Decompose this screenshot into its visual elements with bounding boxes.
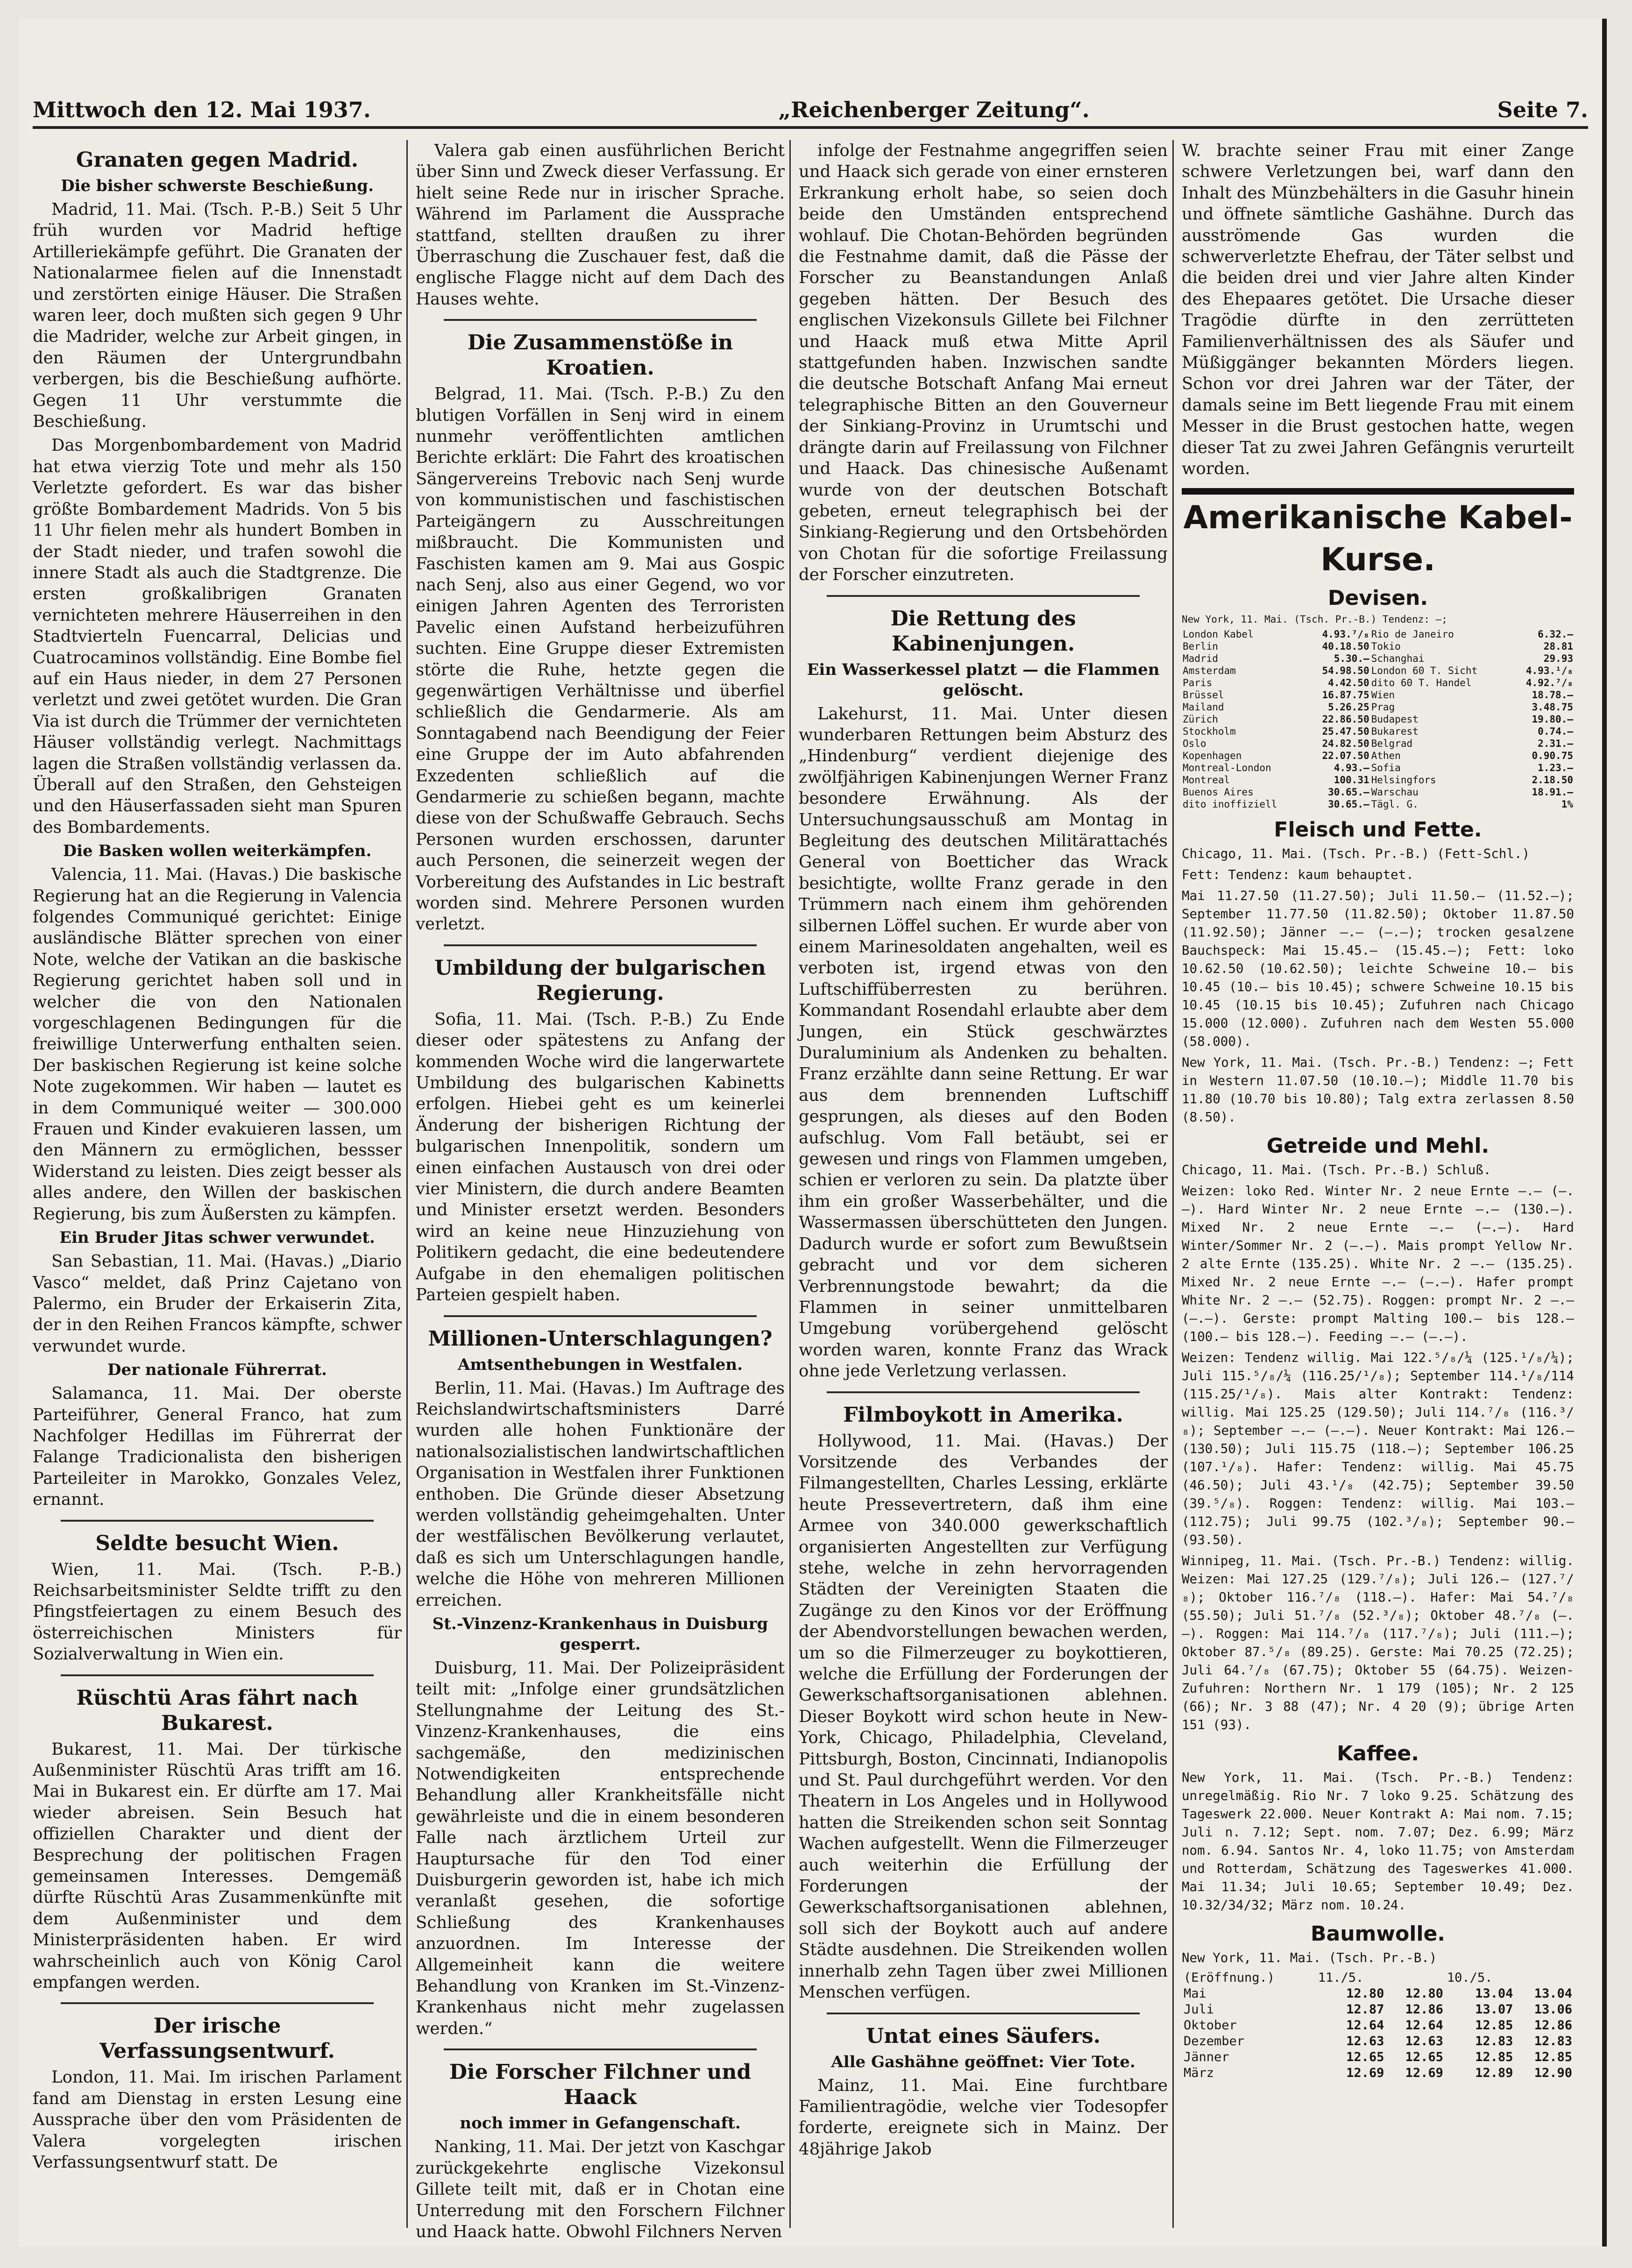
- fleisch-section: [1182, 845, 1574, 1127]
- currency-label: Buenos Aires: [1183, 786, 1254, 798]
- article-paragraph: Lakehurst, 11. Mai. Unter diesen wunderbaren Rettungen beim Absturz des „Hindenburg“ verdient diejenige des zwölfjährigen Kabinenjungen Werner Franz besondere Erwähnung. Als der Untersuchungsausschuß am Montag in Begleitung des deutschen Militärattachés General von Boetticher das Wrack besichtigte, wollte Franz gerade in den Trümmern nach einem ihm gehörenden silbernen Löffel suchen. Er wurde aber von einem Marinesoldaten angehalten, weil es verboten ist, irgend etwas von den Luftschiffüberresten zu berühren. Kommandant Rosendahl erlaubte aber dem Jungen, ein Stück geschwärztes Duraluminium als Andenken zu behalten. Franz erzählte dann seine Rettung. Er war aus dem brennenden Luftschiff gesprungen, als dieses auf den Boden aufschlug. Vom Fall betäubt, sei er gewesen und rings von Flammen umgeben, schien er verloren zu sein. Da platzte über ihm ein großer Wasserbehälter, und die Wassermassen überschütteten den Jungen. Dadurch wurde er sofort zum Bewußtsein gebracht und vor dem sicheren Verbrennungstode bewahrt; da die Flammen in seiner unmittelbaren Umgebung vorübergehend gelöscht worden waren, konnte Franz das Wrack ohne jede Verletzung verlassen.: [799, 704, 1168, 1381]
- market-title: Amerikanische Kabel-: [1183, 499, 1573, 536]
- rate-value: 3.48.75: [1532, 701, 1573, 713]
- month-label: Oktober: [1184, 2018, 1237, 2033]
- devisen-dateline: New York, 11. Mai. (Tsch. Pr.-B.) Tendenz: —;: [1182, 613, 1448, 625]
- column-header: 10./5.: [1447, 1970, 1493, 1985]
- column-rule: [406, 140, 408, 2228]
- rate-value: 16.87.75: [1322, 689, 1369, 701]
- price-value: 12.90: [1534, 2065, 1572, 2080]
- market-report: Weizen: loko Red. Winter Nr. 2 neue Ernte —.— (—.—). Hard Winter Nr. 2 neue Ernte —.— (130.—). Mixed Nr. 2 neue Ernte —.— (—.—). Hard Winter/Sommer Nr. 2 (—.—). Mais prompt Yellow Nr. 2 alte Ernte (135.25). White Nr. 2 —.— (135.25). Mixed Nr. 2 neue Ernte —.— (—.—). Hafer prompt White Nr. 2 —.— (52.75). Roggen: prompt Nr. 2 —.— (—.—). Gerste: prompt Malting 100.— bis 128.— (100.— bis 128.—). Feeding —.— (—.—).: [1182, 1183, 1574, 1344]
- rate-value: 18.78.—: [1532, 689, 1573, 701]
- price-value: 12.65: [1346, 2049, 1384, 2064]
- market-report: Weizen: Tendenz willig. Mai 122.⁵/₈/¼ (125.¹/₈/¼); Juli 115.⁵/₈/¼ (116.25/¹/₈); September 114.¹/₈/114 (115.25/¹/₈). Mais alter Kontrakt: Tendenz: willig. Mai 125.25 (129.50); Juli 114.⁷/₈ (116.³/₈); September —.— (—.—). Neuer Kontrakt: Mai 126.— (130.50); Juli 115.75 (118.—); September 106.25 (107.¹/₈). Hafer: Tendenz: willig. Mai 45.75 (46.50); Juli 43.¹/₈ (42.75); September 39.50 (39.⁵/₈). Roggen: Tendenz: willig. Mai 103.— (112.75); Juli 99.75 (102.³/₈); September 90.— (93.50).: [1182, 1350, 1574, 1547]
- price-value: 12.85: [1475, 2018, 1513, 2033]
- devisen-row: [1182, 725, 1574, 737]
- rate-value: 2.18.50: [1532, 774, 1573, 786]
- article-subheadline: Der nationale Führerrat.: [107, 1361, 327, 1380]
- currency-label: Wien: [1371, 689, 1395, 701]
- article-paragraph: Wien, 11. Mai. (Tsch. P.-B.) Reichsarbeitsminister Seldte trifft zu den Pfingstfeiertagen zu einem Besuch des österreichischen Ministers für Sozialverwaltung in Wien ein.: [33, 1559, 402, 1664]
- market-report: New York, 11. Mai. (Tsch. Pr.-B.) Tendenz: unregelmäßig. Rio Nr. 7 loko 9.25. Schätzung des Tageswerk 22.000. Neuer Kontrakt A: Mai nom. 7.15; Juli n. 7.12; Sept. nom. 7.07; Dez. 6.99; März nom. 6.94. Santos Nr. 4, loko 11.75; von Amsterdam und Rotterdam, Schätzung des Tageswerkes 41.000. Mai 11.34; Juli 10.65; September 10.49; Dez. 10.32/34/32; März nom. 10.24.: [1182, 1770, 1574, 1913]
- currency-label: Madrid: [1183, 652, 1218, 664]
- article-headline: Untat eines Säufers.: [866, 2024, 1101, 2048]
- currency-label: Stockholm: [1183, 725, 1236, 737]
- price-value: 13.04: [1534, 1986, 1572, 2001]
- article-subheadline: Die Basken wollen weiterkämpfen.: [63, 842, 372, 861]
- rate-value: 4.93.¹/₈: [1526, 665, 1573, 676]
- article-paragraph: Valera gab einen ausführlichen Bericht über Sinn und Zweck dieser Verfassung. Er hielt seine Rede nur in irischer Sprache. Während im Parlament die Aussprache stattfand, stellten draußen zu ihrer Überraschung die Zuschauer fest, daß die englische Flagge nicht auf dem Dach des Hauses wehte.: [416, 141, 785, 309]
- rate-value: 24.82.50: [1322, 737, 1369, 749]
- article-subheadline: Ein Wasserkessel platzt — die Flammen gelöscht.: [807, 660, 1160, 700]
- market-report: Chicago, 11. Mai. (Tsch. Pr.-B.) Schluß.: [1182, 1162, 1491, 1177]
- currency-label: London Kabel: [1183, 628, 1254, 640]
- currency-label: Warschau: [1371, 786, 1419, 798]
- price-value: 12.85: [1534, 2049, 1572, 2064]
- currency-label: Mailand: [1183, 701, 1224, 713]
- rate-value: 22.86.50: [1322, 713, 1369, 725]
- article-text: W. brachte seiner Frau mit einer Zange schwere Verletzungen bei, warf dann den Inhalt des Münzbehälters in die Gasuhr hinein und öffnete sämtliche Gashähne. Durch das ausströmende Gas wurden die schwerverletzte Ehefrau, der Täter selbst und die beiden drei und vier Jahre alten Kinder des Ehepaares getötet. Die Ursache dieser Tragödie dürfte in den zerrütteten Familienverhältnissen des als Säufer und Müßiggänger bekannten Mörders liegen. Schon vor drei Jahren war der Täter, der damals seine im Bett liegende Frau mit einem Messer in die Brust gestochen hatte, wegen dieser Tat zu zwei Jahren Gefängnis verurteilt worden.: [1182, 141, 1574, 479]
- column-4: [1182, 140, 1574, 2228]
- article-subheadline: Ein Bruder Jitas schwer verwundet.: [59, 1228, 375, 1247]
- devisen-row: [1182, 701, 1574, 713]
- article-divider: [827, 2013, 1140, 2014]
- article-divider: [444, 1315, 757, 1317]
- market-report: Mai 11.27.50 (11.27.50); Juli 11.50.— (11.52.—); September 11.77.50 (11.82.50); Oktober 11.87.50 (11.92.50); Jänner —.— (—.—); trocken gesalzene Bauchspeck: Mai 15.45.— (15.45.—); Fett: loko 10.62.50 (10.62.50); leichte Schweine 10.— bis 10.45 (10.— bis 10.45); schwere Schweine 10.15 bis 10.45 (10.15 bis 10.45); Zufuhren nach Chicago 15.000 (12.000). Zufuhren nach dem Westen 55.000 (58.000).: [1182, 888, 1574, 1049]
- baumwolle-dateline: New York, 11. Mai. (Tsch. Pr.-B.): [1182, 1950, 1437, 1965]
- devisen-row: [1182, 713, 1574, 725]
- article-headline: Die Forscher Filchner und Haack: [449, 2060, 752, 2110]
- rate-value: 4.93.⁷/₈: [1322, 628, 1369, 640]
- column-header: [1386, 1970, 1445, 1986]
- rate-value: 28.81: [1543, 640, 1573, 652]
- masthead: [33, 89, 1588, 129]
- rate-value: 30.65.—: [1328, 798, 1369, 810]
- article-subheadline: noch immer in Gefangenschaft.: [460, 2114, 741, 2133]
- article-paragraph: San Sebastian, 11. Mai. (Havas.) „Diario Vasco“ meldet, daß Prinz Cajetano von Palermo, ein Bruder der Erkaiserin Zita, der in den Reihen Francos kämpfte, schwer verwundet wurde.: [33, 1252, 402, 1356]
- baumwolle-row: [1182, 2002, 1574, 2018]
- article-paragraph: Berlin, 11. Mai. (Havas.) Im Auftrage des Reichslandwirtschaftsministers Darré wurden alle hohen Funktionäre der nationalsozialistischen landwirtschaftlichen Organisation in Westfalen ihrer Funktionen enthoben. Die Gründe dieser Absetzung werden vollständig geheimgehalten. Unter der westfälischen Bevölkerung verlautet, daß es sich um Unterschlagungen handle, welche die Höhe von mehreren Millionen erreichen.: [416, 1378, 785, 1610]
- column-header: (Eröffnung.): [1184, 1970, 1275, 1985]
- currency-label: Paris: [1183, 677, 1213, 688]
- rate-value: 4.92.⁷/₈: [1526, 677, 1573, 688]
- article-paragraph: Nanking, 11. Mai. Der jetzt von Kaschgar zurückgekehrte englische Vizekonsul Gillete teilt mit, daß er in Chotan eine Unterredung mit den Forschern Filchner und Haack hatte. Obwohl Filchners Nerven: [416, 2137, 785, 2241]
- currency-label: dito 60 T. Handel: [1371, 677, 1472, 688]
- price-value: 12.80: [1346, 1986, 1384, 2001]
- rate-value: 4.42.50: [1328, 677, 1369, 688]
- rate-value: 19.80.—: [1532, 713, 1573, 725]
- devisen-heading: Devisen.: [1327, 586, 1428, 610]
- article-divider: [61, 2002, 374, 2004]
- month-label: Juli: [1184, 2002, 1214, 2017]
- price-value: 12.69: [1346, 2065, 1384, 2080]
- baumwolle-row: [1182, 2034, 1574, 2049]
- devisen-table: [1182, 628, 1574, 810]
- rate-value: 54.98.50: [1322, 665, 1369, 676]
- baumwolle-heading: Baumwolle.: [1311, 1921, 1445, 1946]
- section-rule: [1182, 488, 1574, 495]
- devisen-row: [1182, 798, 1574, 810]
- devisen-row: [1182, 762, 1574, 774]
- baumwolle-row: [1182, 2065, 1574, 2081]
- article-subheadline: St.-Vinzenz-Krankenhaus in Duisburg gesperrt.: [432, 1614, 768, 1654]
- devisen-row: [1182, 737, 1574, 750]
- article-headline: Rüschtü Aras fährt nach Bukarest.: [76, 1686, 358, 1735]
- devisen-row: [1182, 640, 1574, 652]
- devisen-row: [1182, 689, 1574, 701]
- newspaper-title: „Reichenberger Zeitung“.: [778, 97, 1090, 122]
- article-divider: [827, 1391, 1140, 1393]
- month-label: Dezember: [1184, 2034, 1245, 2048]
- price-value: 12.64: [1405, 2018, 1443, 2033]
- rate-value: 6.32.—: [1538, 628, 1573, 640]
- devisen-row: [1182, 750, 1574, 762]
- currency-label: Berlin: [1183, 640, 1218, 652]
- currency-label: Sofia: [1371, 762, 1401, 773]
- rate-value: 0.74.—: [1538, 725, 1573, 737]
- baumwolle-table: [1182, 1970, 1574, 2081]
- column-rule: [1172, 140, 1174, 2228]
- article-paragraph: Madrid, 11. Mai. (Tsch. P.-B.) Seit 5 Uhr früh wurden vor Madrid heftige Artilleriekämpfe geführt. Die Granaten der Nationalarmee fielen auf die Innenstadt und zerstörten einige Häuser. Die Straßen waren leer, doch mußten sich gegen 9 Uhr die Madrider, welche zur Arbeit gingen, in den Räumen der Untergrundbahn verbergen, bis die Beschießung aufhörte. Gegen 11 Uhr verstummte die Beschießung.: [33, 200, 402, 432]
- price-value: 12.83: [1475, 2034, 1513, 2048]
- newspaper-page: [19, 19, 1607, 2247]
- market-report: Winnipeg, 11. Mai. (Tsch. Pr.-B.) Tendenz: willig. Weizen: Mai 127.25 (129.⁷/₈); Juli 126.— (127.⁷/₈); Oktober 116.⁷/₈ (118.—). Hafer: Mai 54.⁷/₈ (55.50); Juli 51.⁷/₈ (52.³/₈); Oktober 48.⁷/₈ (—.—). Roggen: Mai 114.⁷/₈ (117.⁷/₈); Juli (111.—); Oktober 87.⁵/₈ (89.25). Gerste: Mai 70.25 (72.25); Juli 64.⁷/₈ (67.75); Oktober 55 (64.75). Weizen-Zufuhren: Northern Nr. 1 179 (105); Nr. 2 125 (66); Nr. 3 88 (47); Nr. 4 20 (9); übrige Arten 151 (93).: [1182, 1553, 1574, 1732]
- rate-value: 1.23.—: [1538, 762, 1573, 773]
- article-divider: [444, 2048, 757, 2050]
- column-1: [33, 140, 402, 2228]
- kaffee-heading: Kaffee.: [1337, 1741, 1419, 1765]
- article-subheadline: Die bisher schwerste Beschießung.: [61, 177, 374, 195]
- currency-label: Brüssel: [1183, 689, 1224, 701]
- month-label: Jänner: [1184, 2049, 1229, 2064]
- market-report: Chicago, 11. Mai. (Tsch. Pr.-B.) (Fett-Schl.): [1182, 846, 1530, 861]
- rate-value: 4.93.—: [1334, 762, 1369, 773]
- month-label: Mai: [1184, 1986, 1206, 2001]
- price-value: 12.63: [1405, 2034, 1443, 2048]
- rate-value: 18.91.—: [1532, 786, 1573, 798]
- article-headline: Filmboykott in Amerika.: [843, 1403, 1123, 1427]
- price-value: 12.63: [1346, 2034, 1384, 2048]
- market-report: Fett: Tendenz: kaum behauptet.: [1182, 867, 1414, 882]
- currency-label: Prag: [1371, 701, 1395, 713]
- price-value: 12.87: [1346, 2002, 1384, 2017]
- rate-value: 40.18.50: [1322, 640, 1369, 652]
- rate-value: 5.30.—: [1334, 652, 1369, 664]
- price-value: 12.89: [1475, 2065, 1513, 2080]
- market-title-2: Kurse.: [1320, 541, 1435, 578]
- rate-value: 30.65.—: [1328, 786, 1369, 798]
- currency-label: Amsterdam: [1183, 665, 1236, 676]
- article-subheadline: Alle Gashähne geöffnet: Vier Tote.: [831, 2052, 1135, 2071]
- currency-label: Montreal-London: [1183, 762, 1271, 773]
- article-paragraph: Mainz, 11. Mai. Eine furchtbare Familientragödie, welche vier Todesopfer forderte, ereignete sich in Mainz. Der 48jährige Jakob: [799, 2076, 1168, 2159]
- rate-value: 2.31.—: [1538, 737, 1573, 749]
- article-divider: [444, 944, 757, 946]
- article-paragraph: London, 11. Mai. Im irischen Parlament fand am Dienstag in ersten Lesung eine Aussprache über den vom Präsidenten de Valera vorgelegten irischen Verfassungsentwurf statt. De: [33, 2068, 402, 2172]
- price-value: 13.04: [1475, 1986, 1513, 2001]
- rate-value: 29.93: [1543, 652, 1573, 664]
- article-paragraph: Duisburg, 11. Mai. Der Polizeipräsident teilt mit: „Infolge einer grundsätzlichen Stellungnahme der Leitung des St.-Vinzenz-Krankenhauses, die eins sachgemäße, den medizinischen Notwendigkeiten entsprechende Behandlung aller Krankheitsfälle nicht gewährleiste und die in einem besonderen Falle nach ärztlichem Urteil zur Hauptursache für den Tod einer Duisburgerin geworden ist, habe ich mich veranlaßt gesehen, die sofortige Schließung des Krankenhauses anzuordnen. Im Interesse der Allgemeinheit kann die weitere Behandlung von Kranken im St.-Vinzenz-Krankenhaus nicht mehr zugelassen werden.“: [416, 1658, 785, 2038]
- currency-label: Helsingfors: [1371, 774, 1436, 786]
- market-report: New York, 11. Mai. (Tsch. Pr.-B.) Tendenz: —; Fett in Western 11.07.50 (10.10.—); Middle 11.70 bis 11.80 (10.70 bis 10.80); Talg extra zerlassen 8.50 (8.50).: [1182, 1055, 1574, 1125]
- article-divider: [61, 1674, 374, 1676]
- devisen-row: [1182, 665, 1574, 677]
- article-headline: Millionen-Unterschlagungen?: [428, 1326, 773, 1351]
- article-paragraph: Das Morgenbombardement von Madrid hat etwa vierzig Tote und mehr als 150 Verletzte gefordert. Es war das bisher größte Bombardement Madrids. Von 5 bis 11 Uhr fielen mehr als hundert Bomben in der Stadt nieder, und trafen sowohl die innere Stadt als auch die Stadtgrenze. Die ersten großkalibrigen Granaten vernichteten mehrere Häuserreihen in den Stadtvierteln Fuencarral, Delicias und Cuatrocaminos vollständig. Eine Bombe fiel auf ein Haus nieder, in dem 27 Personen verletzt und zwei getötet wurden. Die Gran Via ist durch die Trümmer der vernichteten Häuser vollständig verlegt. Nachmittags lagen die Straßen vollständig verlassen da. Überall auf den Straßen, den Gehsteigen und den Häuserfassaden sieht man Spuren des Bombardements.: [33, 436, 402, 837]
- price-value: 12.85: [1475, 2049, 1513, 2064]
- price-value: 12.64: [1346, 2018, 1384, 2033]
- article-paragraph: Belgrad, 11. Mai. (Tsch. P.-B.) Zu den blutigen Vorfällen in Senj wird in einem nunmehr veröffentlichten amtlichen Berichte erklärt: Die Fahrt des kroatischen Sängervereins Trebovic nach Senj wurde von kommunistischen und faschistischen Parteigängern zu Ausschreitungen mißbraucht. Die Kommunisten und Faschisten kamen am 9. Mai aus Gospic nach Senj, also aus einer Gegend, wo vor einigen Jahren Agenten des Terroristen Pavelic einen Aufstand herbeizuführen suchten. Eine Gruppe dieser Extremisten störte die Ruhe, hetzte gegen die gegenwärtigen Verhältnisse und überfiel schließlich die Gendarmerie. Als am Sonntagabend nach Beendigung der Feier eine Gruppe der im Auto abfahrenden Exzedenten schließlich auf die Gendarmerie zu schießen begann, machte diese von der Schußwaffe Gebrauch. Sechs Personen wurden erschossen, darunter auch Personen, die seinerzeit wegen der Vorbereitung des Aufstandes in Lic bestraft worden sind. Mehrere Personen wurden verletzt.: [416, 384, 785, 934]
- currency-label: Tokio: [1371, 640, 1401, 652]
- baumwolle-header-row: [1182, 1970, 1574, 1986]
- baumwolle-row: [1182, 2049, 1574, 2065]
- devisen-row: [1182, 774, 1574, 786]
- article-headline: Die Zusammenstöße in Kroatien.: [467, 331, 733, 380]
- fleisch-heading: Fleisch und Fette.: [1274, 817, 1482, 842]
- currency-label: Athen: [1371, 750, 1401, 761]
- price-value: 12.69: [1405, 2065, 1443, 2080]
- rate-value: 22.07.50: [1322, 750, 1369, 761]
- article-paragraph: Salamanca, 11. Mai. Der oberste Parteiführer, General Franco, hat zum Nachfolger Hedillas im Führerrat der Falange Tradicionalista den bisherigen Parteileiter in Marokko, Gonzales Velez, ernannt.: [33, 1384, 402, 1510]
- article-headline: Der irische Verfassungsentwurf.: [99, 2014, 335, 2063]
- column-header: 11./5.: [1318, 1970, 1364, 1985]
- price-value: 12.83: [1534, 2034, 1572, 2048]
- currency-label: Schanghai: [1371, 652, 1425, 664]
- devisen-row: [1182, 677, 1574, 689]
- article-paragraph: infolge der Festnahme angegriffen seien und Haack sich gerade von einer ernsteren Erkrankung erholt habe, so seien doch beide den Umständen entsprechend wohlauf. Die Chotan-Behörden begründen die Festnahme damit, daß die Pässe der Forscher zu Beanstandungen Anlaß gegeben hätten. Der Besuch des englischen Vizekonsuls Gillete bei Filchner und Haack muß etwa Mitte April stattgefunden haben. Inzwischen sandte die deutsche Botschaft Anfang Mai erneut telegraphische Bitten an den Gouverneur der Sinkiang-Provinz in Urumtschi und drängte darin auf Freilassung von Filchner und Haack. Das chinesische Außenamt wurde von der deutschen Botschaft gebeten, erneut telegraphisch bei der Sinkiang-Regierung und den Ortsbehörden von Chotan für die sofortige Freilassung der Forscher einzutreten.: [799, 141, 1168, 585]
- column-3: [799, 140, 1168, 2228]
- price-value: 13.07: [1475, 2002, 1513, 2017]
- article-divider: [444, 319, 757, 321]
- currency-label: Tägl. G.: [1371, 798, 1419, 810]
- article-paragraph: Hollywood, 11. Mai. (Havas.) Der Vorsitzende des Verbandes der Filmangestellten, Charles Lessing, erklärte heute Pressevertretern, daß ihm eine Armee von 340.000 gewerkschaftlich organisierten Angestellten zur Verfügung stehe, welche in zehn hervorragenden Städten der Vereinigten Staaten die Zugänge zu den Kinos vor der Eröffnung der Abendvorstellungen bewachen werden, um so die Filmerzeuger zu boykottieren, welche die Erfüllung der Forderungen der Gewerkschaftsorganisationen ablehnen. Dieser Boykott wird schon heute in New-York, Chicago, Philadelphia, Cleveland, Pittsburgh, Boston, Cincinnati, Indianopolis und St. Paul durchgeführt werden. Vor den Theatern in Los Angeles und in Hollywood hatten die Streikenden schon seit Sonntag Wachen aufgestellt. Wenn die Filmerzeuger auch weiterhin die Erfüllung der Forderungen der Gewerkschaftsorganisationen ablehnen, soll sich der Boykott auch auf andere Städte ausdehnen. Die Streikenden wollen innerhalb zehn Tagen über zwei Millionen Menschen verfügen.: [799, 1431, 1168, 2002]
- currency-label: Belgrad: [1371, 737, 1413, 749]
- baumwolle-row: [1182, 2018, 1574, 2034]
- currency-label: London 60 T. Sicht: [1371, 665, 1478, 676]
- article-divider: [61, 1520, 374, 1522]
- article-headline: Umbildung der bulgarischen Regierung.: [434, 956, 766, 1005]
- price-value: 12.80: [1405, 1986, 1443, 2001]
- price-value: 13.06: [1534, 2002, 1572, 2017]
- devisen-row: [1182, 786, 1574, 798]
- column-2: [416, 140, 785, 2241]
- rate-value: 100.31: [1334, 774, 1369, 786]
- month-label: März: [1184, 2065, 1214, 2080]
- rate-value: 25.47.50: [1322, 725, 1369, 737]
- article-headline: Seldte besucht Wien.: [95, 1531, 339, 1555]
- currency-label: Oslo: [1183, 737, 1206, 749]
- currency-label: Bukarest: [1371, 725, 1419, 737]
- currency-label: Budapest: [1371, 713, 1419, 725]
- rate-value: 1%: [1561, 798, 1573, 810]
- price-value: 12.86: [1534, 2018, 1572, 2033]
- column-header: [1515, 1970, 1574, 1986]
- currency-label: Rio de Janeiro: [1371, 628, 1454, 640]
- page-number: Seite 7.: [1497, 97, 1588, 122]
- price-value: 12.86: [1405, 2002, 1443, 2017]
- article-paragraph: Valencia, 11. Mai. (Havas.) Die baskische Regierung hat an die Regierung in Valencia folgendes Communiqué gerichtet: Einige ausländische Blätter sprechen von einer Note, welche der Vatikan an die baskische Regierung gerichtet haben soll und in welcher die von den Nationalen vorgeschlagenen Bedingungen für die freiwillige Unterwerfung enthalten seien. Der baskischen Regierung ist keine solche Note zugekommen. Wir haben — lautet es in dem Communiqué weiter — 300.000 Frauen und Kinder evakuieren lassen, um den Männern zu ermöglichen, bessser Widerstand zu leisten. Dies zeigt besser als alles andere, den Willen der baskischen Regierung, bis zum Äußersten zu kämpfen.: [33, 865, 402, 1224]
- currency-label: dito inoffiziell: [1183, 798, 1277, 810]
- article-paragraph: Sofia, 11. Mai. (Tsch. P.-B.) Zu Ende dieser oder spätestens zu Anfang der kommenden Woche wird die langerwartete Umbildung des bulgarischen Kabinetts erfolgen. Hiebei geht es um keinerlei Änderung der bisherigen Richtung der bulgarischen Innenpolitik, sondern um einen einfachen Austausch von drei oder vier Ministern, die durch andere Beamten und Minister ersetzt werden. Besonders wird an keine neue Hinzuziehung von Politikern gedacht, die eine bedeutendere Aufgabe in den ehemaligen politischen Parteien gespielt haben.: [416, 1009, 785, 1305]
- article-headline: Granaten gegen Madrid.: [76, 148, 359, 172]
- article-headline: Die Rettung des Kabinenjungen.: [890, 606, 1076, 656]
- baumwolle-row: [1182, 1986, 1574, 2002]
- devisen-row: [1182, 652, 1574, 665]
- currency-label: Kopenhagen: [1183, 750, 1242, 761]
- getreide-heading: Getreide und Mehl.: [1266, 1134, 1490, 1158]
- rate-value: 5.26.25: [1328, 701, 1369, 713]
- article-paragraph: Bukarest, 11. Mai. Der türkische Außenminister Rüschtü Aras trifft am 16. Mai in Bukarest ein. Er dürfte am 17. Mai wieder abreisen. Sein Besuch hat offiziellen Charakter und dient der Besprechung der politischen Fragen gemeinsamen Interesses. Demgemäß dürfte Rüschtü Aras Zusammenkünfte mit dem Außenminister und dem Ministerpräsidenten haben. Er wird wahrscheinlich auch von König Carol empfangen werden.: [33, 1739, 402, 1992]
- issue-date: Mittwoch den 12. Mai 1937.: [33, 97, 371, 122]
- price-value: 12.65: [1405, 2049, 1443, 2064]
- kaffee-section: [1182, 1769, 1574, 1914]
- getreide-section: [1182, 1161, 1574, 1734]
- article-subheadline: Amtsenthebungen in Westfalen.: [458, 1355, 743, 1374]
- devisen-row: [1182, 628, 1574, 640]
- rate-value: 0.90.75: [1532, 750, 1573, 761]
- article-divider: [827, 595, 1140, 597]
- currency-label: Zürich: [1183, 713, 1218, 725]
- currency-label: Montreal: [1183, 774, 1230, 786]
- column-rule: [789, 140, 791, 2228]
